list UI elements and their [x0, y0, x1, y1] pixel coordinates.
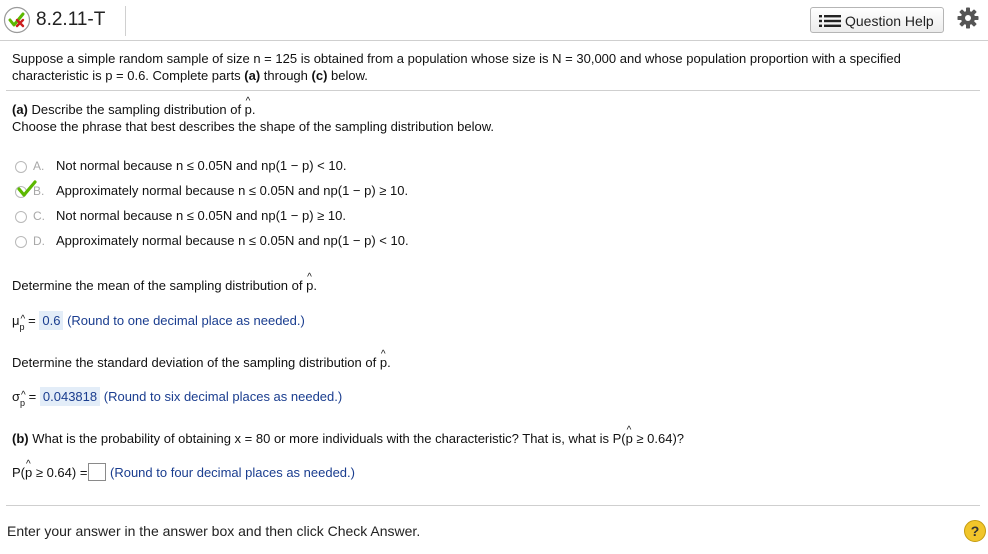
question-id: 8.2.11-T — [36, 9, 106, 30]
gear-icon[interactable] — [956, 6, 980, 30]
equals-sign: = — [28, 389, 37, 404]
list-icon — [819, 15, 841, 27]
part-b-answer-label — [12, 464, 87, 481]
intro-text: characteristic is p = 0.6. Complete parts — [12, 68, 245, 83]
equals-sign: = — [28, 313, 36, 328]
option-b-letter: B. — [33, 184, 45, 198]
option-a-radio[interactable] — [15, 161, 27, 173]
mean-prompt-text: Determine the mean of the sampling distribution of — [12, 278, 307, 293]
intro-part-a: (a) — [244, 68, 261, 83]
intro-line-2 — [12, 67, 368, 84]
option-d-letter: D. — [33, 234, 45, 248]
question-mark-icon[interactable]: ? — [964, 520, 986, 542]
question-help-label: Question Help — [845, 13, 934, 29]
partially-correct-icon — [3, 6, 31, 34]
part-b-label: (b) — [12, 431, 29, 446]
p-hat: ^ p — [380, 354, 387, 371]
intro-text: below. — [327, 68, 368, 83]
p-hat-subscript: ^ $_p$ — [20, 319, 25, 336]
part-b-prompt-text: ≥ 0.64)? — [632, 431, 685, 446]
sd-answer-value[interactable]: 0.043818 — [40, 387, 100, 406]
part-b-prompt-text: What is the probability of obtaining x = 80 or more individuals with the characteristic? That is, what is P( — [28, 431, 626, 446]
divider — [6, 505, 980, 506]
option-c-text[interactable]: Not normal because n ≤ 0.05N and np(1 − p) ≥ 10. — [56, 208, 346, 223]
intro-line-1: Suppose a simple random sample of size n = 125 is obtained from a population whose size is N = 30,000 and whose population proportion with a specified — [12, 51, 901, 66]
mean-answer-row — [12, 311, 305, 331]
p-hat-subscript: ^ $_p$ — [20, 395, 25, 412]
probability-answer-input[interactable] — [88, 463, 106, 481]
part-b-answer-text: P( — [12, 465, 25, 480]
sigma-symbol: σ — [12, 389, 21, 404]
title-divider — [125, 6, 126, 36]
question-header — [0, 0, 988, 41]
footer-instruction: Enter your answer in the answer box and then click Check Answer. — [7, 523, 421, 539]
divider — [6, 90, 980, 91]
mean-prompt — [12, 277, 317, 294]
part-a-prompt-text: . — [251, 102, 256, 117]
question-help-button[interactable] — [810, 7, 944, 33]
option-a-text[interactable]: Not normal because n ≤ 0.05N and np(1 − p) < 10. — [56, 158, 347, 173]
part-b-rounding-hint: (Round to four decimal places as needed.) — [110, 465, 355, 480]
option-c-letter: C. — [33, 209, 45, 223]
part-a-prompt — [12, 101, 256, 118]
mean-rounding-hint: (Round to one decimal place as needed.) — [67, 313, 305, 328]
sd-answer-row — [12, 387, 342, 407]
option-d-radio[interactable] — [15, 236, 27, 248]
mean-prompt-text: . — [313, 278, 317, 293]
sd-prompt-text: Determine the standard deviation of the sampling distribution of — [12, 355, 380, 370]
p-hat: ^ p — [25, 464, 32, 481]
option-a-letter: A. — [33, 159, 45, 173]
p-hat: ^ p — [245, 101, 252, 118]
p-hat: ^ p — [306, 277, 313, 294]
part-b-prompt — [12, 430, 684, 447]
mu-symbol: μ — [12, 313, 20, 328]
part-b-answer-text: ≥ 0.64) = — [32, 465, 88, 480]
sd-rounding-hint: (Round to six decimal places as needed.) — [103, 389, 343, 404]
option-d-text[interactable]: Approximately normal because n ≤ 0.05N and np(1 − p) < 10. — [56, 233, 409, 248]
option-b-text[interactable]: Approximately normal because n ≤ 0.05N and np(1 − p) ≥ 10. — [56, 183, 409, 198]
sd-prompt-text: . — [387, 355, 391, 370]
part-a-instruction: Choose the phrase that best describes the shape of the sampling distribution below. — [12, 119, 495, 134]
option-c-radio[interactable] — [15, 211, 27, 223]
part-a-label: (a) — [12, 102, 28, 117]
intro-text: through — [260, 68, 312, 83]
part-a-prompt-text: Describe the sampling distribution of — [27, 102, 245, 117]
p-hat: ^ p — [626, 430, 633, 447]
sd-prompt — [12, 354, 391, 371]
mean-answer-value[interactable]: 0.6 — [39, 311, 63, 330]
intro-part-c: (c) — [311, 68, 328, 83]
